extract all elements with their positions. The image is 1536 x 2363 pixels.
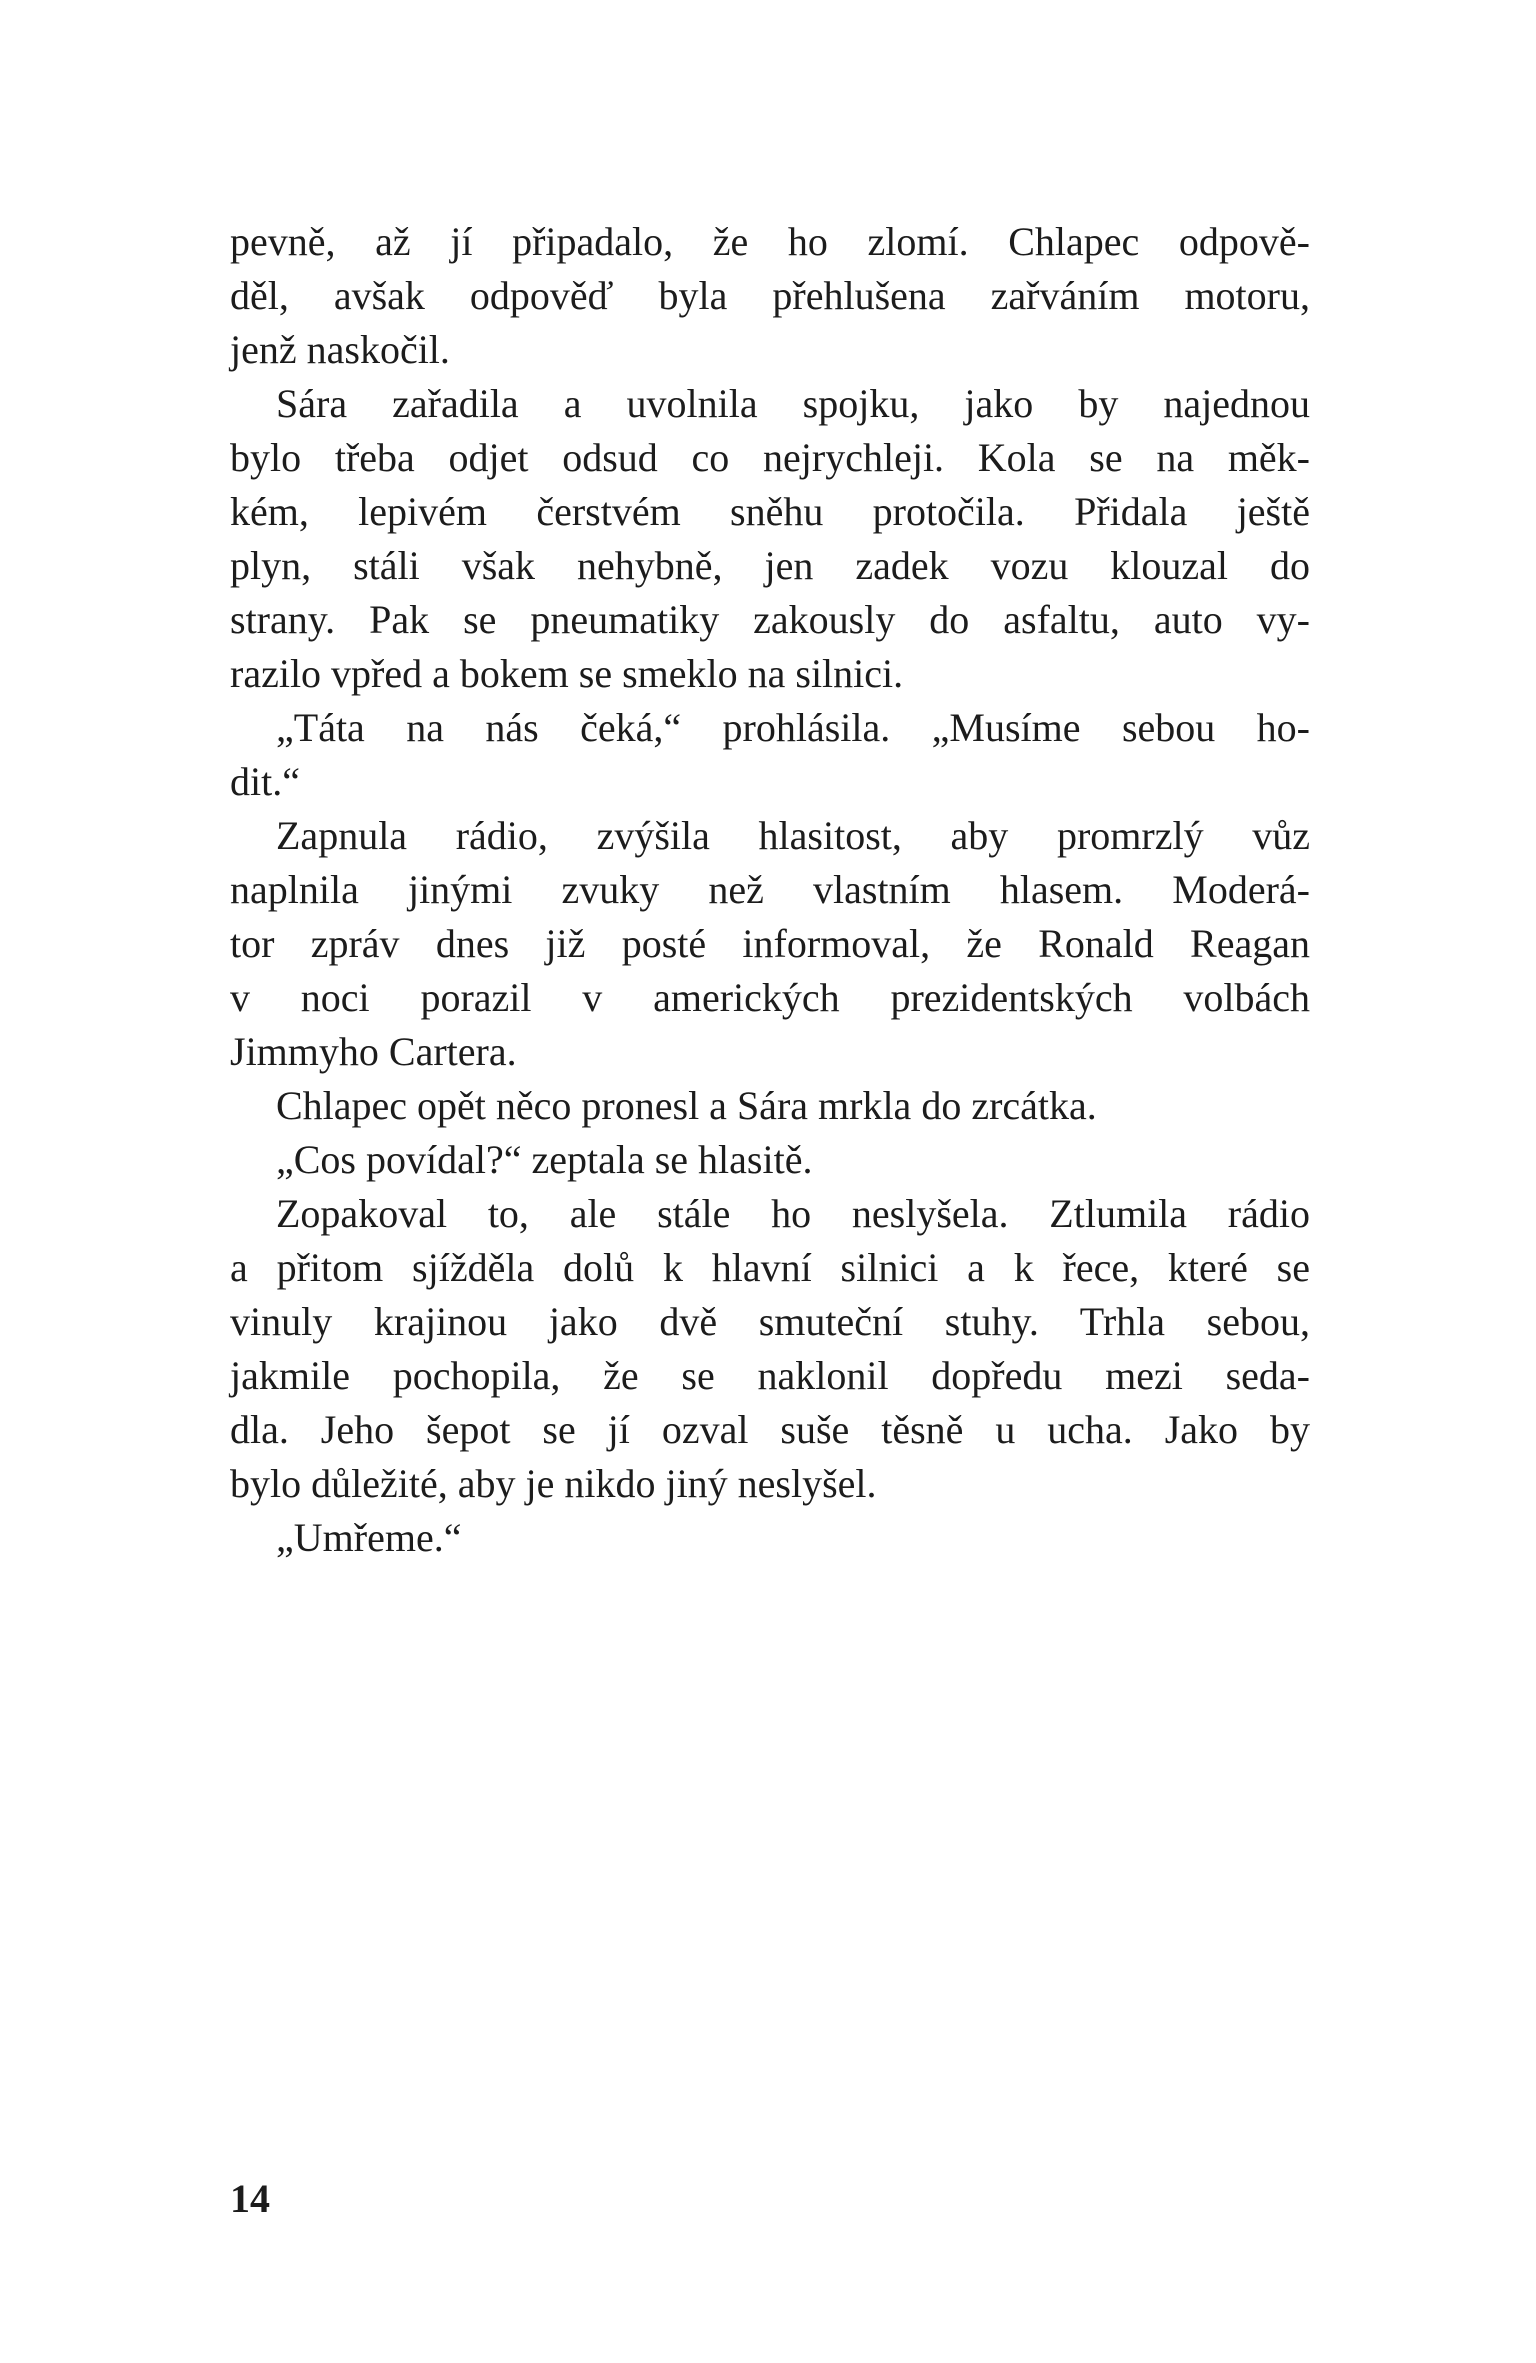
text-line: plyn, stáli však nehybně, jen zadek vozu klouzal do bbox=[230, 543, 1310, 588]
text-line: bylo důležité, aby je nikdo jiný neslyšel. bbox=[230, 1461, 877, 1506]
text-line: jakmile pochopila, že se naklonil dopředu mezi seda- bbox=[230, 1353, 1310, 1398]
text-line: dla. Jeho šepot se jí ozval suše těsně u ucha. Jako by bbox=[230, 1407, 1310, 1452]
text-line: Jimmyho Cartera. bbox=[230, 1029, 517, 1074]
text-line: vinuly krajinou jako dvě smuteční stuhy. Trhla sebou, bbox=[230, 1299, 1310, 1344]
text-line: dit.“ bbox=[230, 759, 300, 804]
text-line: naplnila jinými zvuky než vlastním hlasem. Moderá- bbox=[230, 867, 1310, 912]
text-line: Zapnula rádio, zvýšila hlasitost, aby promrzlý vůz bbox=[276, 813, 1310, 858]
paragraph bbox=[230, 1187, 1310, 1511]
text-line: Chlapec opět něco pronesl a Sára mrkla do zrcátka. bbox=[276, 1083, 1097, 1128]
paragraph bbox=[230, 809, 1310, 1079]
text-line: razilo vpřed a bokem se smeklo na silnici. bbox=[230, 651, 904, 696]
text-line: Zopakoval to, ale stále ho neslyšela. Ztlumila rádio bbox=[276, 1191, 1310, 1236]
text-line: bylo třeba odjet odsud co nejrychleji. Kola se na měk- bbox=[230, 435, 1310, 480]
text-line: a přitom sjížděla dolů k hlavní silnici a k řece, které se bbox=[230, 1245, 1310, 1290]
text-line: v noci porazil v amerických prezidentských volbách bbox=[230, 975, 1310, 1020]
text-line: kém, lepivém čerstvém sněhu protočila. Přidala ještě bbox=[230, 489, 1310, 534]
text-line: tor zpráv dnes již posté informoval, že Ronald Reagan bbox=[230, 921, 1310, 966]
paragraph bbox=[230, 377, 1310, 701]
paragraph bbox=[230, 701, 1310, 809]
paragraph bbox=[230, 1511, 1310, 1565]
text-line: „Umřeme.“ bbox=[276, 1515, 462, 1560]
paragraph bbox=[230, 1079, 1310, 1133]
text-block bbox=[230, 215, 1310, 1565]
page-number: 14 bbox=[230, 2176, 270, 2221]
paragraph bbox=[230, 1133, 1310, 1187]
text-line: Sára zařadila a uvolnila spojku, jako by najednou bbox=[276, 381, 1310, 426]
paragraph bbox=[230, 215, 1310, 377]
text-line: „Cos povídal?“ zeptala se hlasitě. bbox=[276, 1137, 813, 1182]
text-line: děl, avšak odpověď byla přehlušena zařváním motoru, bbox=[230, 273, 1310, 318]
text-line: pevně, až jí připadalo, že ho zlomí. Chlapec odpově- bbox=[230, 219, 1310, 264]
text-line: strany. Pak se pneumatiky zakously do asfaltu, auto vy- bbox=[230, 597, 1310, 642]
text-line: „Táta na nás čeká,“ prohlásila. „Musíme sebou ho- bbox=[276, 705, 1310, 750]
text-line: jenž naskočil. bbox=[230, 327, 450, 372]
